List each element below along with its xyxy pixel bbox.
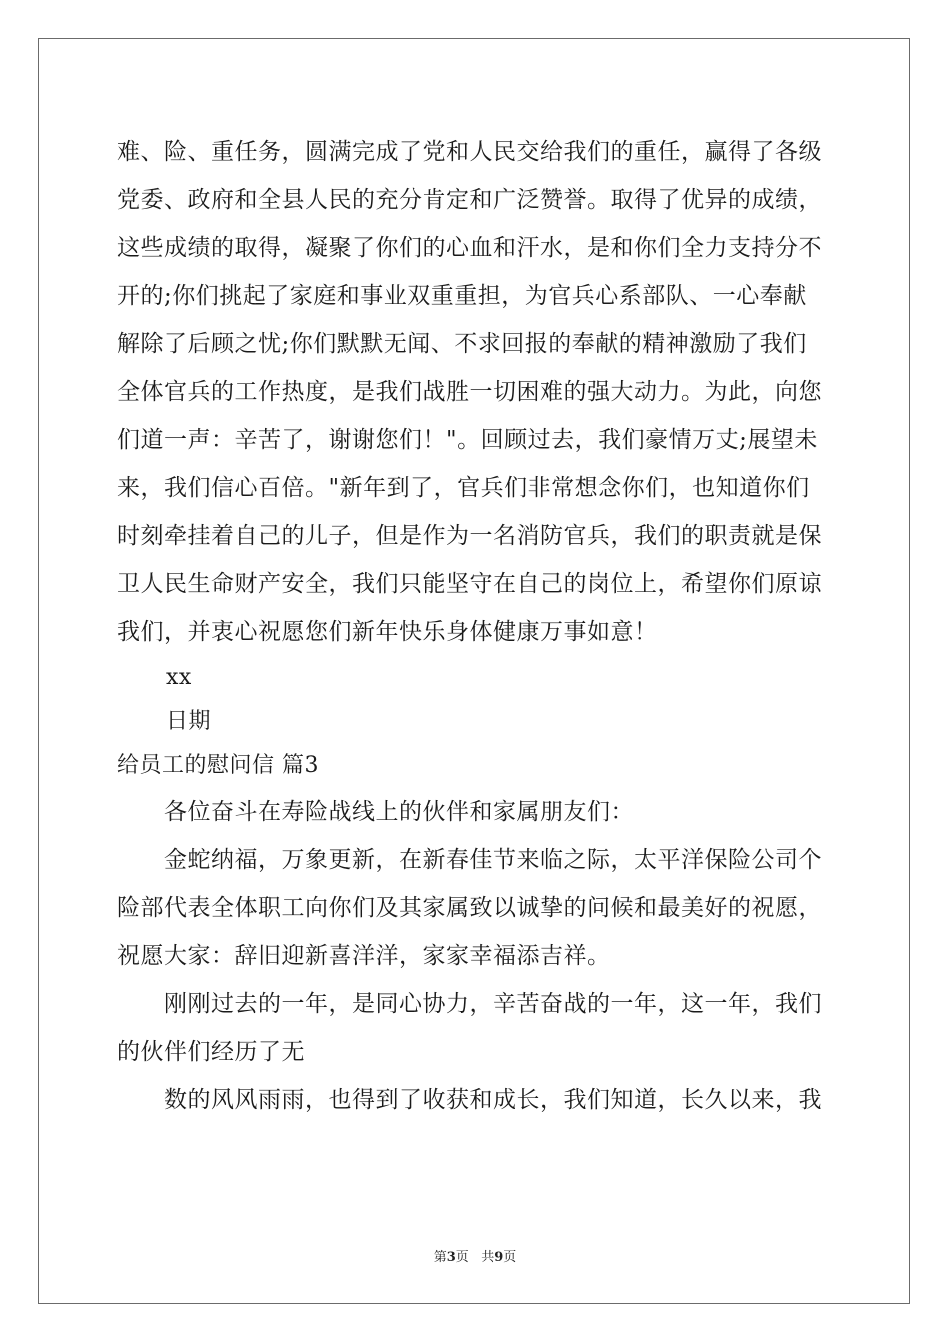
text-line: 来，我们信心百倍。"新年到了，官兵们非常想念你们，也知道你们 (117, 475, 810, 501)
text-line: 党委、政府和全县人民的充分肯定和广泛赞誉。取得了优异的成绩， (117, 187, 822, 213)
text-line: 全体官兵的工作热度，是我们战胜一切困难的强大动力。为此，向您 (117, 379, 822, 405)
page-suffix: 页 (455, 1250, 469, 1265)
paragraph-line: 的伙伴们经历了无 (117, 1039, 305, 1065)
signature-name: xx (166, 665, 192, 690)
text-line: 时刻牵挂着自己的儿子，但是作为一名消防官兵，我们的职责就是保 (117, 523, 822, 549)
total-prefix: 共 (481, 1250, 495, 1265)
paragraph-line: 数的风风雨雨，也得到了收获和成长，我们知道，长久以来，我 (164, 1087, 822, 1113)
total-pages: 9 (494, 1250, 504, 1265)
text-line: 我们，并衷心祝愿您们新年快乐身体健康万事如意！ (117, 619, 658, 645)
document-body (117, 128, 837, 1124)
paragraph-line: 刚刚过去的一年，是同心协力，辛苦奋战的一年，这一年，我们 (164, 991, 822, 1017)
page-footer (0, 1246, 950, 1265)
page-number: 3 (446, 1250, 456, 1265)
text-line: 开的;你们挑起了家庭和事业双重重担，为官兵心系部队、一心奉献 (117, 283, 807, 309)
signature-date: 日期 (166, 709, 212, 734)
paragraph-line: 祝愿大家：辞旧迎新喜洋洋，家家幸福添吉祥。 (117, 943, 611, 969)
greeting-line: 各位奋斗在寿险战线上的伙伴和家属朋友们： (164, 799, 634, 825)
page-prefix: 第 (433, 1250, 447, 1265)
text-line: 解除了后顾之忧;你们默默无闻、不求回报的奉献的精神激励了我们 (117, 331, 807, 357)
text-line: 卫人民生命财产安全，我们只能坚守在自己的岗位上，希望你们原谅 (117, 571, 822, 597)
text-line: 们道一声：辛苦了，谢谢您们！"。回顾过去，我们豪情万丈;展望未 (117, 427, 818, 453)
paragraph-line: 金蛇纳福，万象更新，在新春佳节来临之际，太平洋保险公司个 (164, 847, 822, 873)
text-line: 这些成绩的取得，凝聚了你们的心血和汗水，是和你们全力支持分不 (117, 235, 822, 261)
total-suffix: 页 (503, 1250, 517, 1265)
text-line: 难、险、重任务，圆满完成了党和人民交给我们的重任，赢得了各级 (117, 139, 822, 165)
section-heading: 给员工的慰问信 篇3 (117, 753, 319, 778)
paragraph-line: 险部代表全体职工向你们及其家属致以诚挚的问候和最美好的祝愿， (117, 895, 822, 921)
